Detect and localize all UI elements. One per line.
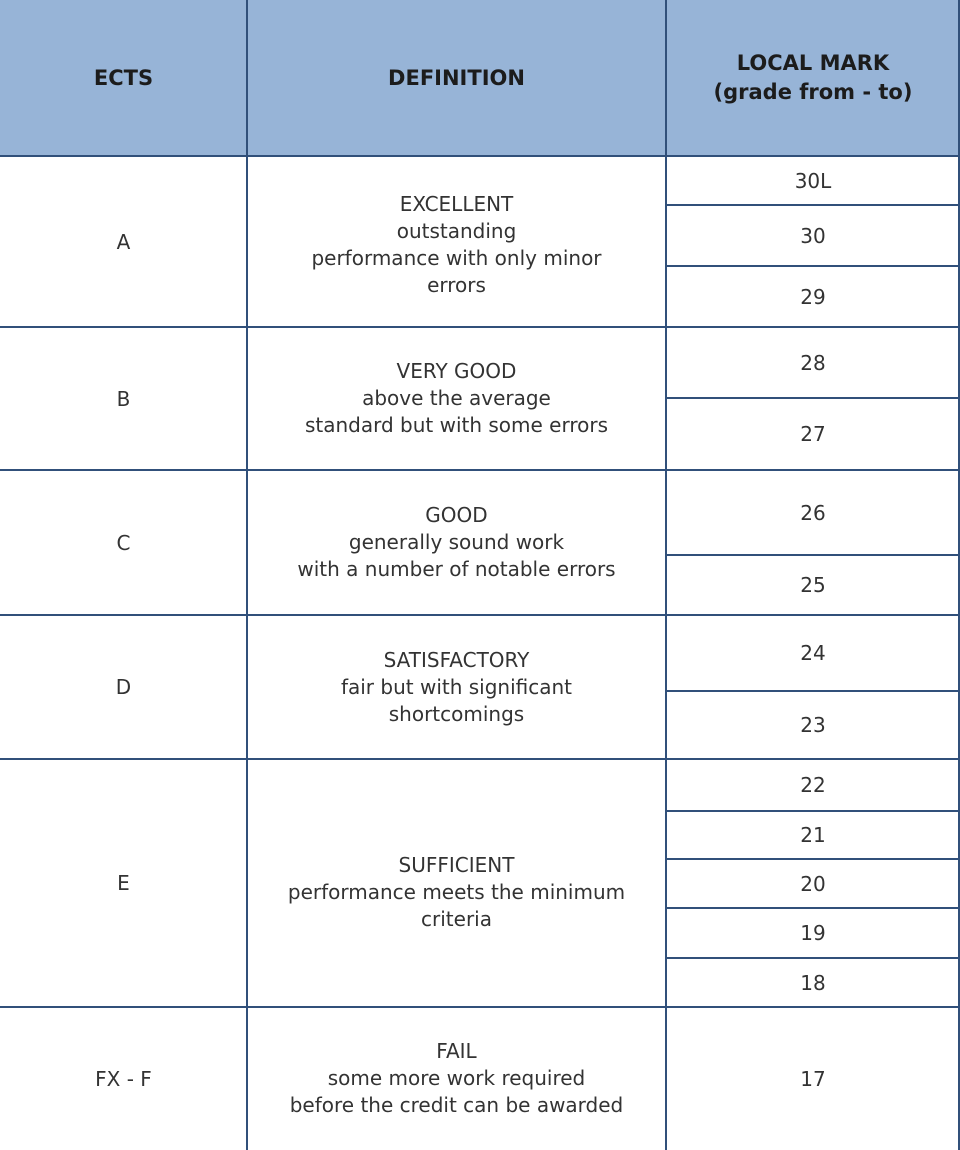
definition-text bbox=[305, 358, 608, 439]
definition-description: fair but with significant shortcomings bbox=[340, 674, 573, 726]
ects-grade-cell bbox=[0, 327, 247, 470]
local-mark: 19 bbox=[800, 921, 826, 945]
local-mark: 26 bbox=[800, 500, 826, 525]
local-mark-cell bbox=[666, 811, 960, 859]
row-divider bbox=[0, 758, 960, 760]
header-definition-cell bbox=[247, 0, 666, 156]
definition-title: FAIL bbox=[436, 1039, 477, 1063]
local-mark-cell bbox=[666, 759, 960, 811]
local-mark-cell bbox=[666, 615, 960, 691]
header-definition: DEFINITION bbox=[388, 65, 525, 90]
header-local-mark: LOCAL MARK (grade from - to) bbox=[713, 51, 913, 104]
local-mark: 24 bbox=[800, 641, 826, 665]
mark-divider bbox=[666, 907, 960, 909]
definition-description: above the average standard but with some errors bbox=[304, 386, 609, 437]
local-mark: 20 bbox=[800, 871, 826, 896]
definition-cell bbox=[247, 759, 666, 1007]
definition-description: some more work required before the credit can be awarded bbox=[289, 1066, 624, 1117]
mark-divider bbox=[666, 810, 960, 812]
local-mark: 21 bbox=[800, 823, 826, 847]
local-mark: 27 bbox=[800, 422, 826, 446]
row-divider bbox=[0, 155, 960, 157]
ects-grade-cell bbox=[0, 470, 247, 615]
mark-divider bbox=[666, 204, 960, 206]
mark-divider bbox=[666, 554, 960, 556]
definition-cell bbox=[247, 470, 666, 615]
definition-text bbox=[341, 647, 572, 728]
local-mark-cell bbox=[666, 908, 960, 958]
definition-title: SUFFICIENT bbox=[398, 852, 515, 877]
local-mark-cell bbox=[666, 266, 960, 327]
mark-divider bbox=[666, 690, 960, 692]
local-mark: 25 bbox=[800, 573, 826, 597]
ects-grade: FX - F bbox=[95, 1066, 152, 1091]
ects-grade: B bbox=[116, 386, 131, 411]
row-divider bbox=[0, 614, 960, 616]
local-mark-cell bbox=[666, 327, 960, 398]
definition-text bbox=[288, 852, 625, 933]
definition-cell bbox=[247, 327, 666, 470]
definition-description: performance meets the minimum criteria bbox=[287, 879, 626, 931]
mark-divider bbox=[666, 957, 960, 959]
header-ects: ECTS bbox=[93, 65, 154, 90]
local-mark: 29 bbox=[800, 284, 826, 309]
definition-cell bbox=[247, 156, 666, 327]
definition-cell bbox=[247, 1007, 666, 1150]
row-divider bbox=[0, 1006, 960, 1008]
mark-divider bbox=[666, 858, 960, 860]
local-mark-cell bbox=[666, 859, 960, 908]
local-mark: 18 bbox=[800, 970, 826, 995]
local-mark-cell bbox=[666, 470, 960, 555]
ects-grade: E bbox=[117, 871, 130, 895]
definition-text bbox=[297, 502, 615, 583]
definition-title: SATISFACTORY bbox=[383, 647, 530, 672]
header-ects-cell bbox=[0, 0, 247, 156]
definition-title: EXCELLENT bbox=[399, 191, 514, 216]
header-local-mark-cell bbox=[666, 0, 960, 156]
local-mark-cell bbox=[666, 555, 960, 615]
row-divider bbox=[0, 326, 960, 328]
local-mark: 30 bbox=[800, 223, 826, 248]
local-mark: 30L bbox=[794, 168, 832, 193]
mark-divider bbox=[666, 265, 960, 267]
local-mark-cell bbox=[666, 156, 960, 205]
definition-cell bbox=[247, 615, 666, 759]
local-mark: 23 bbox=[800, 713, 826, 737]
ects-grade-cell bbox=[0, 156, 247, 327]
row-divider bbox=[0, 469, 960, 471]
ects-grade: D bbox=[115, 675, 132, 699]
definition-title: VERY GOOD bbox=[396, 359, 517, 383]
local-mark-cell bbox=[666, 205, 960, 266]
definition-title: GOOD bbox=[425, 503, 488, 527]
column-divider bbox=[246, 0, 248, 1150]
local-mark: 17 bbox=[800, 1066, 826, 1091]
ects-grade-cell bbox=[0, 1007, 247, 1150]
definition-text bbox=[311, 191, 601, 299]
ects-grade: A bbox=[116, 229, 131, 254]
local-mark-cell bbox=[666, 958, 960, 1007]
local-mark: 28 bbox=[800, 350, 826, 375]
local-mark-cell bbox=[666, 398, 960, 470]
ects-grade: C bbox=[116, 530, 131, 555]
ects-grade-cell bbox=[0, 615, 247, 759]
definition-description: generally sound work with a number of notable errors bbox=[297, 530, 616, 581]
column-divider bbox=[665, 0, 667, 1150]
definition-description: outstanding performance with only minor errors bbox=[311, 218, 602, 297]
ects-grade-cell bbox=[0, 759, 247, 1007]
local-mark-cell bbox=[666, 1007, 960, 1150]
definition-text bbox=[290, 1038, 624, 1119]
local-mark-cell bbox=[666, 691, 960, 759]
mark-divider bbox=[666, 397, 960, 399]
local-mark: 22 bbox=[800, 773, 826, 797]
